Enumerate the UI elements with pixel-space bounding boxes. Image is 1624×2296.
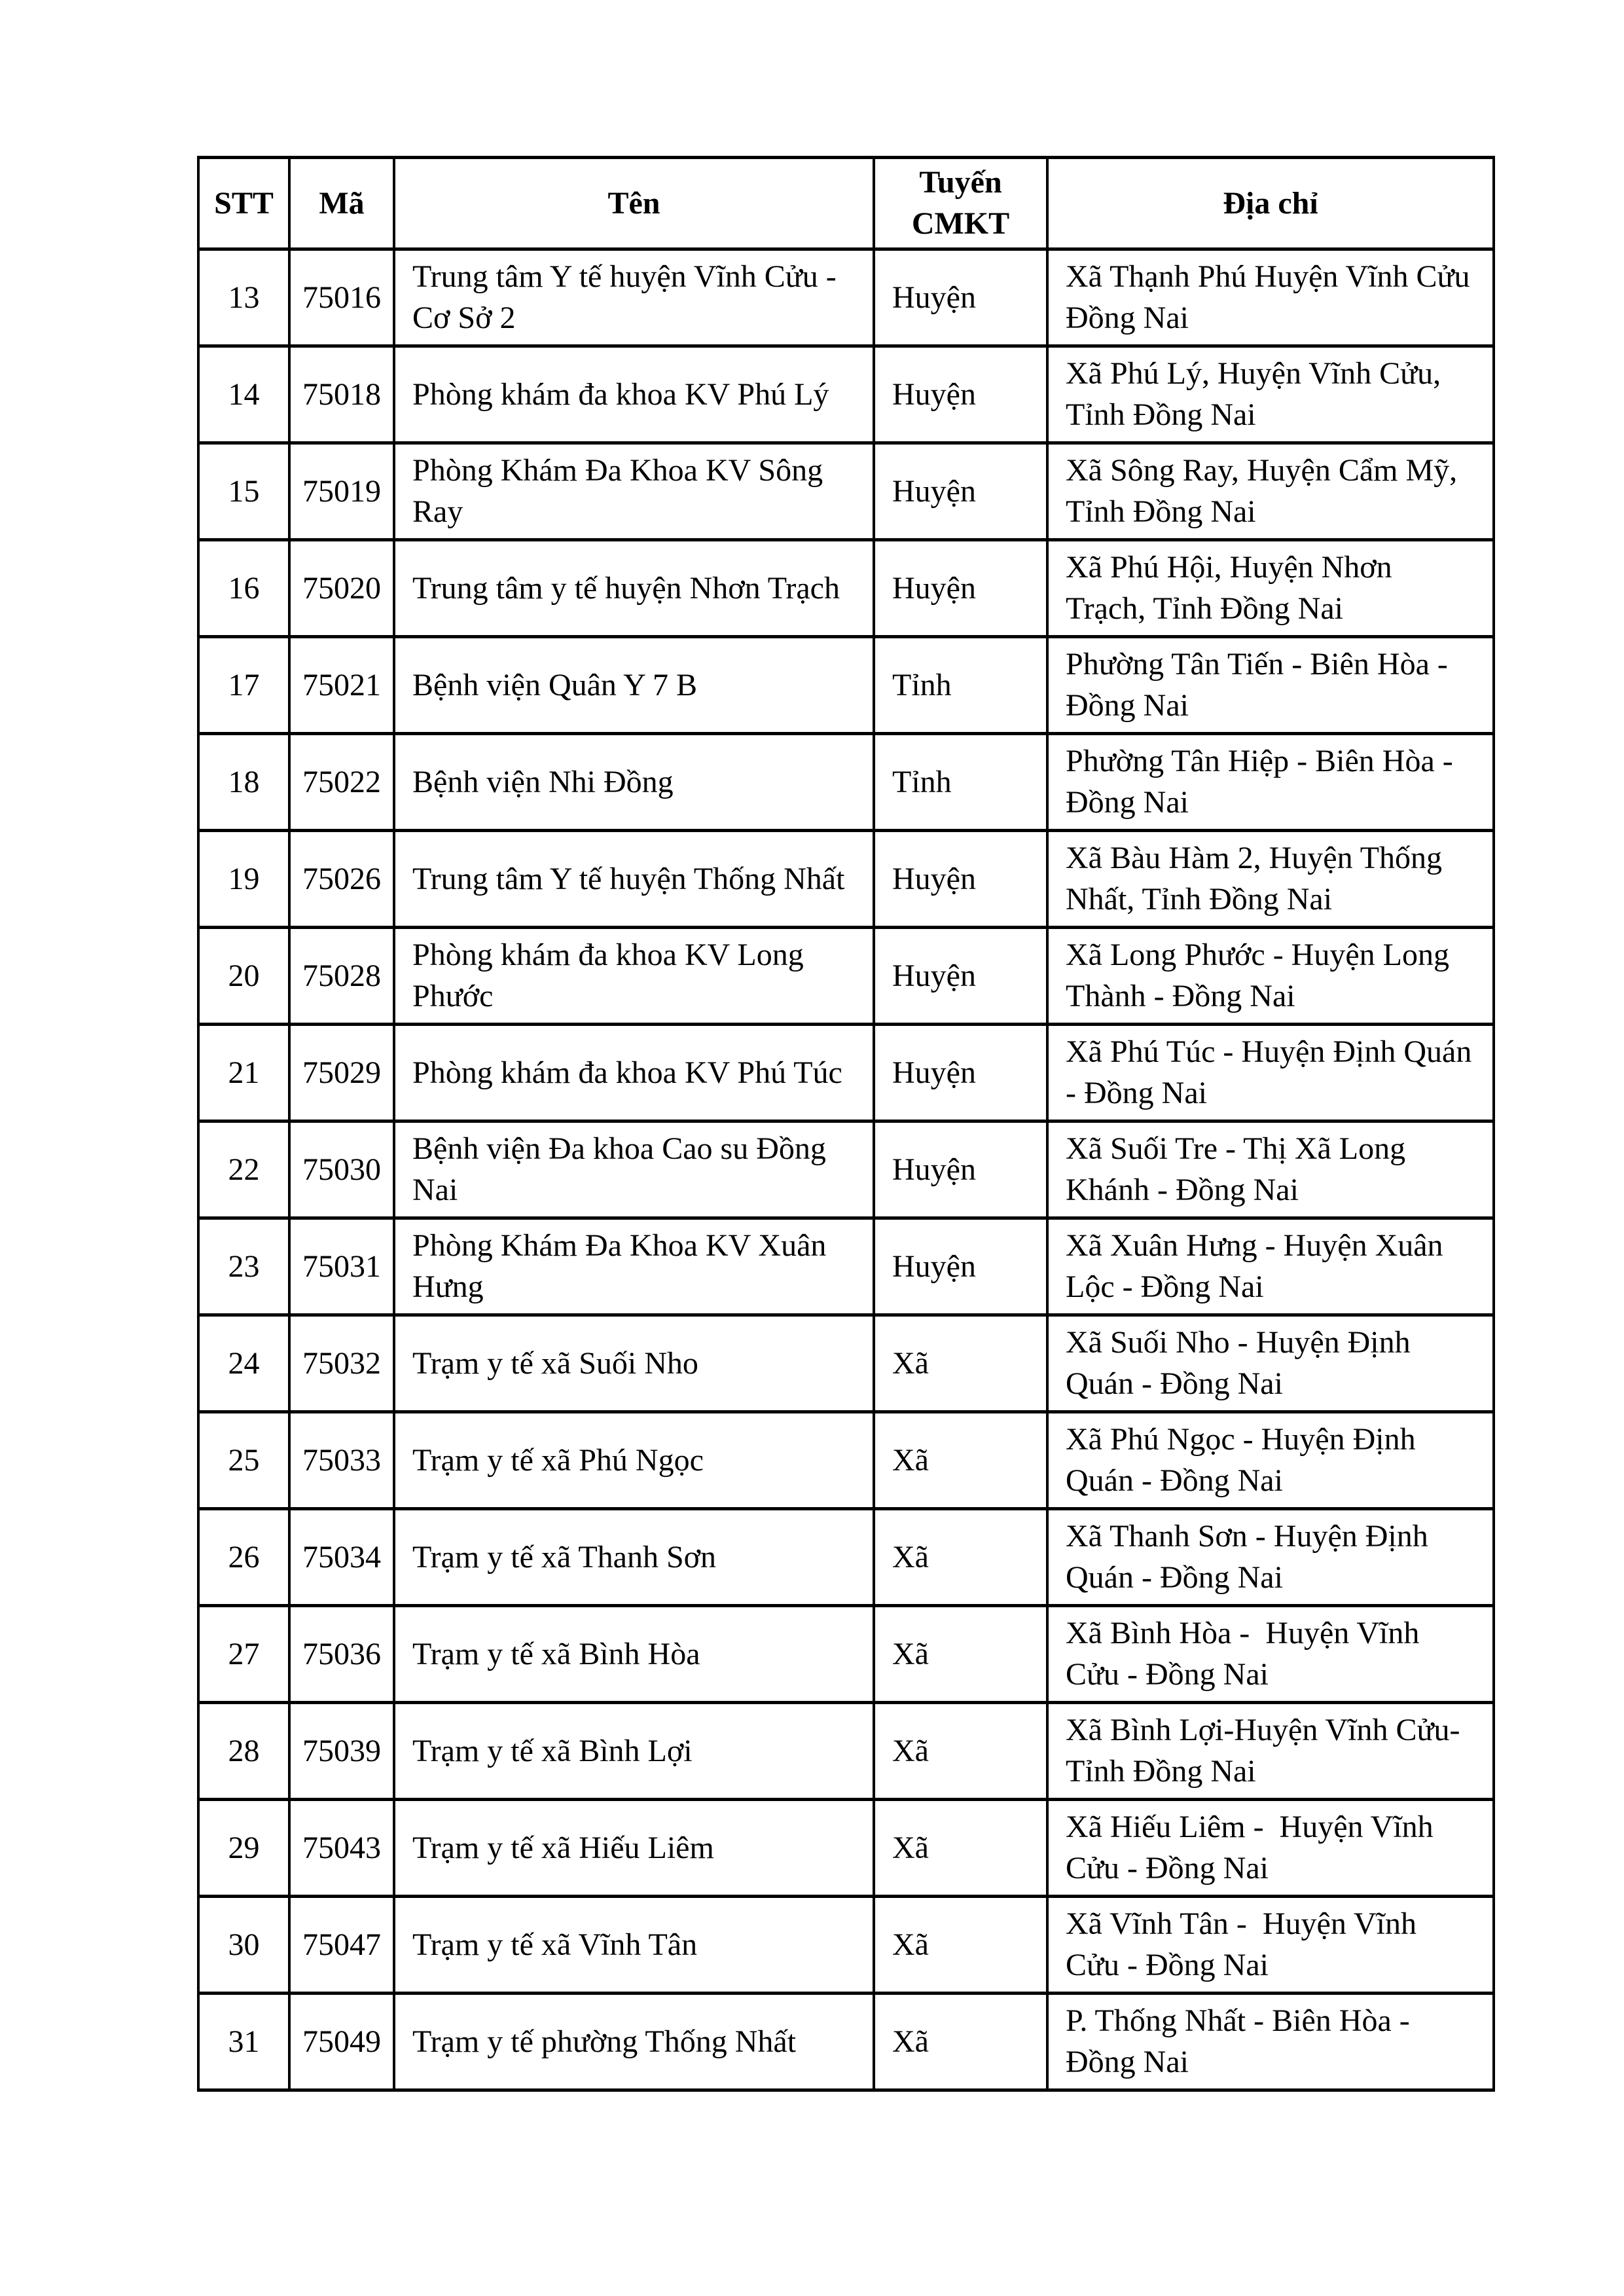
cell-ma: 75047 — [289, 1896, 394, 1993]
cell-stt: 20 — [198, 927, 289, 1024]
cell-ten: Trạm y tế phường Thống Nhất — [394, 1993, 874, 2090]
cell-stt: 26 — [198, 1508, 289, 1605]
cell-diachi: Xã Hiếu Liêm - Huyện Vĩnh Cửu - Đồng Nai — [1047, 1799, 1494, 1896]
cell-tuyen: Xã — [874, 1896, 1047, 1993]
table-row — [198, 1605, 1494, 1702]
cell-ma: 75031 — [289, 1218, 394, 1315]
table-row — [198, 1315, 1494, 1412]
cell-diachi: Xã Phú Túc - Huyện Định Quán - Đồng Nai — [1047, 1024, 1494, 1121]
table-row — [198, 1218, 1494, 1315]
table-row — [198, 1799, 1494, 1896]
cell-ten: Bệnh viện Nhi Đồng — [394, 733, 874, 830]
cell-ten: Trạm y tế xã Vĩnh Tân — [394, 1896, 874, 1993]
cell-ma: 75043 — [289, 1799, 394, 1896]
cell-diachi: Xã Thạnh Phú Huyện Vĩnh Cửu Đồng Nai — [1047, 249, 1494, 346]
cell-stt: 15 — [198, 443, 289, 539]
cell-stt: 13 — [198, 249, 289, 346]
cell-ma: 75033 — [289, 1412, 394, 1508]
cell-tuyen: Tỉnh — [874, 733, 1047, 830]
cell-stt: 23 — [198, 1218, 289, 1315]
cell-ma: 75020 — [289, 539, 394, 636]
table-row — [198, 249, 1494, 346]
cell-stt: 30 — [198, 1896, 289, 1993]
cell-stt: 19 — [198, 830, 289, 927]
cell-stt: 28 — [198, 1702, 289, 1799]
header-stt: STT — [198, 158, 289, 249]
cell-stt: 17 — [198, 636, 289, 733]
cell-ten: Trạm y tế xã Thanh Sơn — [394, 1508, 874, 1605]
table-row — [198, 830, 1494, 927]
cell-tuyen: Xã — [874, 1412, 1047, 1508]
cell-ma: 75039 — [289, 1702, 394, 1799]
cell-diachi: Xã Thanh Sơn - Huyện Định Quán - Đồng Nai — [1047, 1508, 1494, 1605]
cell-diachi: Xã Suối Tre - Thị Xã Long Khánh - Đồng Nai — [1047, 1121, 1494, 1218]
cell-tuyen: Huyện — [874, 927, 1047, 1024]
cell-tuyen: Xã — [874, 1605, 1047, 1702]
cell-tuyen: Huyện — [874, 1218, 1047, 1315]
cell-ten: Trạm y tế xã Bình Hòa — [394, 1605, 874, 1702]
cell-diachi: Xã Xuân Hưng - Huyện Xuân Lộc - Đồng Nai — [1047, 1218, 1494, 1315]
cell-ten: Trung tâm Y tế huyện Vĩnh Cửu -Cơ Sở 2 — [394, 249, 874, 346]
cell-diachi: Xã Phú Hội, Huyện Nhơn Trạch, Tỉnh Đồng Nai — [1047, 539, 1494, 636]
cell-stt: 24 — [198, 1315, 289, 1412]
cell-ma: 75018 — [289, 346, 394, 443]
cell-diachi: Xã Phú Ngọc - Huyện Định Quán - Đồng Nai — [1047, 1412, 1494, 1508]
cell-ten: Phòng Khám Đa Khoa KV Xuân Hưng — [394, 1218, 874, 1315]
cell-stt: 31 — [198, 1993, 289, 2090]
cell-ma: 75049 — [289, 1993, 394, 2090]
cell-tuyen: Xã — [874, 1315, 1047, 1412]
cell-stt: 16 — [198, 539, 289, 636]
facility-table-body — [198, 249, 1494, 2090]
cell-diachi: Phường Tân Tiến - Biên Hòa - Đồng Nai — [1047, 636, 1494, 733]
cell-ten: Phòng khám đa khoa KV Phú Lý — [394, 346, 874, 443]
cell-diachi: Xã Bình Hòa - Huyện Vĩnh Cửu - Đồng Nai — [1047, 1605, 1494, 1702]
header-ma: Mã — [289, 158, 394, 249]
table-row — [198, 443, 1494, 539]
cell-diachi: Xã Bàu Hàm 2, Huyện Thống Nhất, Tỉnh Đồng Nai — [1047, 830, 1494, 927]
facility-table-header — [198, 158, 1494, 249]
cell-ten: Trung tâm y tế huyện Nhơn Trạch — [394, 539, 874, 636]
cell-diachi: Xã Bình Lợi-Huyện Vĩnh Cửu- Tỉnh Đồng Nai — [1047, 1702, 1494, 1799]
cell-ten: Trạm y tế xã Suối Nho — [394, 1315, 874, 1412]
table-row — [198, 1702, 1494, 1799]
cell-ma: 75016 — [289, 249, 394, 346]
header-tuyen-cmkt: Tuyến CMKT — [874, 158, 1047, 249]
header-row — [198, 158, 1494, 249]
cell-ten: Trung tâm Y tế huyện Thống Nhất — [394, 830, 874, 927]
table-row — [198, 1024, 1494, 1121]
cell-tuyen: Huyện — [874, 1024, 1047, 1121]
cell-tuyen: Xã — [874, 1799, 1047, 1896]
cell-ten: Trạm y tế xã Hiếu Liêm — [394, 1799, 874, 1896]
cell-ma: 75026 — [289, 830, 394, 927]
cell-tuyen: Xã — [874, 1993, 1047, 2090]
cell-ten: Trạm y tế xã Bình Lợi — [394, 1702, 874, 1799]
cell-tuyen: Xã — [874, 1702, 1047, 1799]
cell-tuyen: Tỉnh — [874, 636, 1047, 733]
cell-stt: 18 — [198, 733, 289, 830]
cell-stt: 21 — [198, 1024, 289, 1121]
table-row — [198, 1993, 1494, 2090]
table-row — [198, 539, 1494, 636]
cell-diachi: Xã Suối Nho - Huyện Định Quán - Đồng Nai — [1047, 1315, 1494, 1412]
cell-tuyen: Huyện — [874, 1121, 1047, 1218]
cell-tuyen: Huyện — [874, 249, 1047, 346]
table-row — [198, 346, 1494, 443]
cell-diachi: Xã Phú Lý, Huyện Vĩnh Cửu, Tỉnh Đồng Nai — [1047, 346, 1494, 443]
cell-ten: Phòng khám đa khoa KV Phú Túc — [394, 1024, 874, 1121]
cell-tuyen: Xã — [874, 1508, 1047, 1605]
cell-stt: 29 — [198, 1799, 289, 1896]
cell-stt: 25 — [198, 1412, 289, 1508]
cell-stt: 22 — [198, 1121, 289, 1218]
cell-ma: 75034 — [289, 1508, 394, 1605]
table-row — [198, 1412, 1494, 1508]
table-row — [198, 636, 1494, 733]
cell-ma: 75022 — [289, 733, 394, 830]
table-row — [198, 927, 1494, 1024]
cell-ma: 75021 — [289, 636, 394, 733]
cell-ten: Trạm y tế xã Phú Ngọc — [394, 1412, 874, 1508]
cell-ten: Phòng khám đa khoa KV Long Phước — [394, 927, 874, 1024]
cell-tuyen: Huyện — [874, 443, 1047, 539]
table-row — [198, 1121, 1494, 1218]
cell-tuyen: Huyện — [874, 830, 1047, 927]
header-dia-chi: Địa chỉ — [1047, 158, 1494, 249]
cell-ten: Bệnh viện Đa khoa Cao su Đồng Nai — [394, 1121, 874, 1218]
cell-stt: 27 — [198, 1605, 289, 1702]
cell-diachi: Phường Tân Hiệp - Biên Hòa - Đồng Nai — [1047, 733, 1494, 830]
header-ten: Tên — [394, 158, 874, 249]
table-row — [198, 733, 1494, 830]
cell-ma: 75028 — [289, 927, 394, 1024]
cell-ma: 75029 — [289, 1024, 394, 1121]
cell-ma: 75036 — [289, 1605, 394, 1702]
cell-diachi: Xã Sông Ray, Huyện Cẩm Mỹ, Tỉnh Đồng Nai — [1047, 443, 1494, 539]
facility-table — [197, 156, 1495, 2092]
cell-ma: 75032 — [289, 1315, 394, 1412]
cell-ten: Phòng Khám Đa Khoa KV Sông Ray — [394, 443, 874, 539]
cell-tuyen: Huyện — [874, 539, 1047, 636]
cell-ten: Bệnh viện Quân Y 7 B — [394, 636, 874, 733]
table-row — [198, 1508, 1494, 1605]
table-row — [198, 1896, 1494, 1993]
cell-diachi: P. Thống Nhất - Biên Hòa - Đồng Nai — [1047, 1993, 1494, 2090]
cell-tuyen: Huyện — [874, 346, 1047, 443]
cell-diachi: Xã Vĩnh Tân - Huyện Vĩnh Cửu - Đồng Nai — [1047, 1896, 1494, 1993]
cell-ma: 75030 — [289, 1121, 394, 1218]
cell-ma: 75019 — [289, 443, 394, 539]
cell-diachi: Xã Long Phước - Huyện Long Thành - Đồng Nai — [1047, 927, 1494, 1024]
cell-stt: 14 — [198, 346, 289, 443]
